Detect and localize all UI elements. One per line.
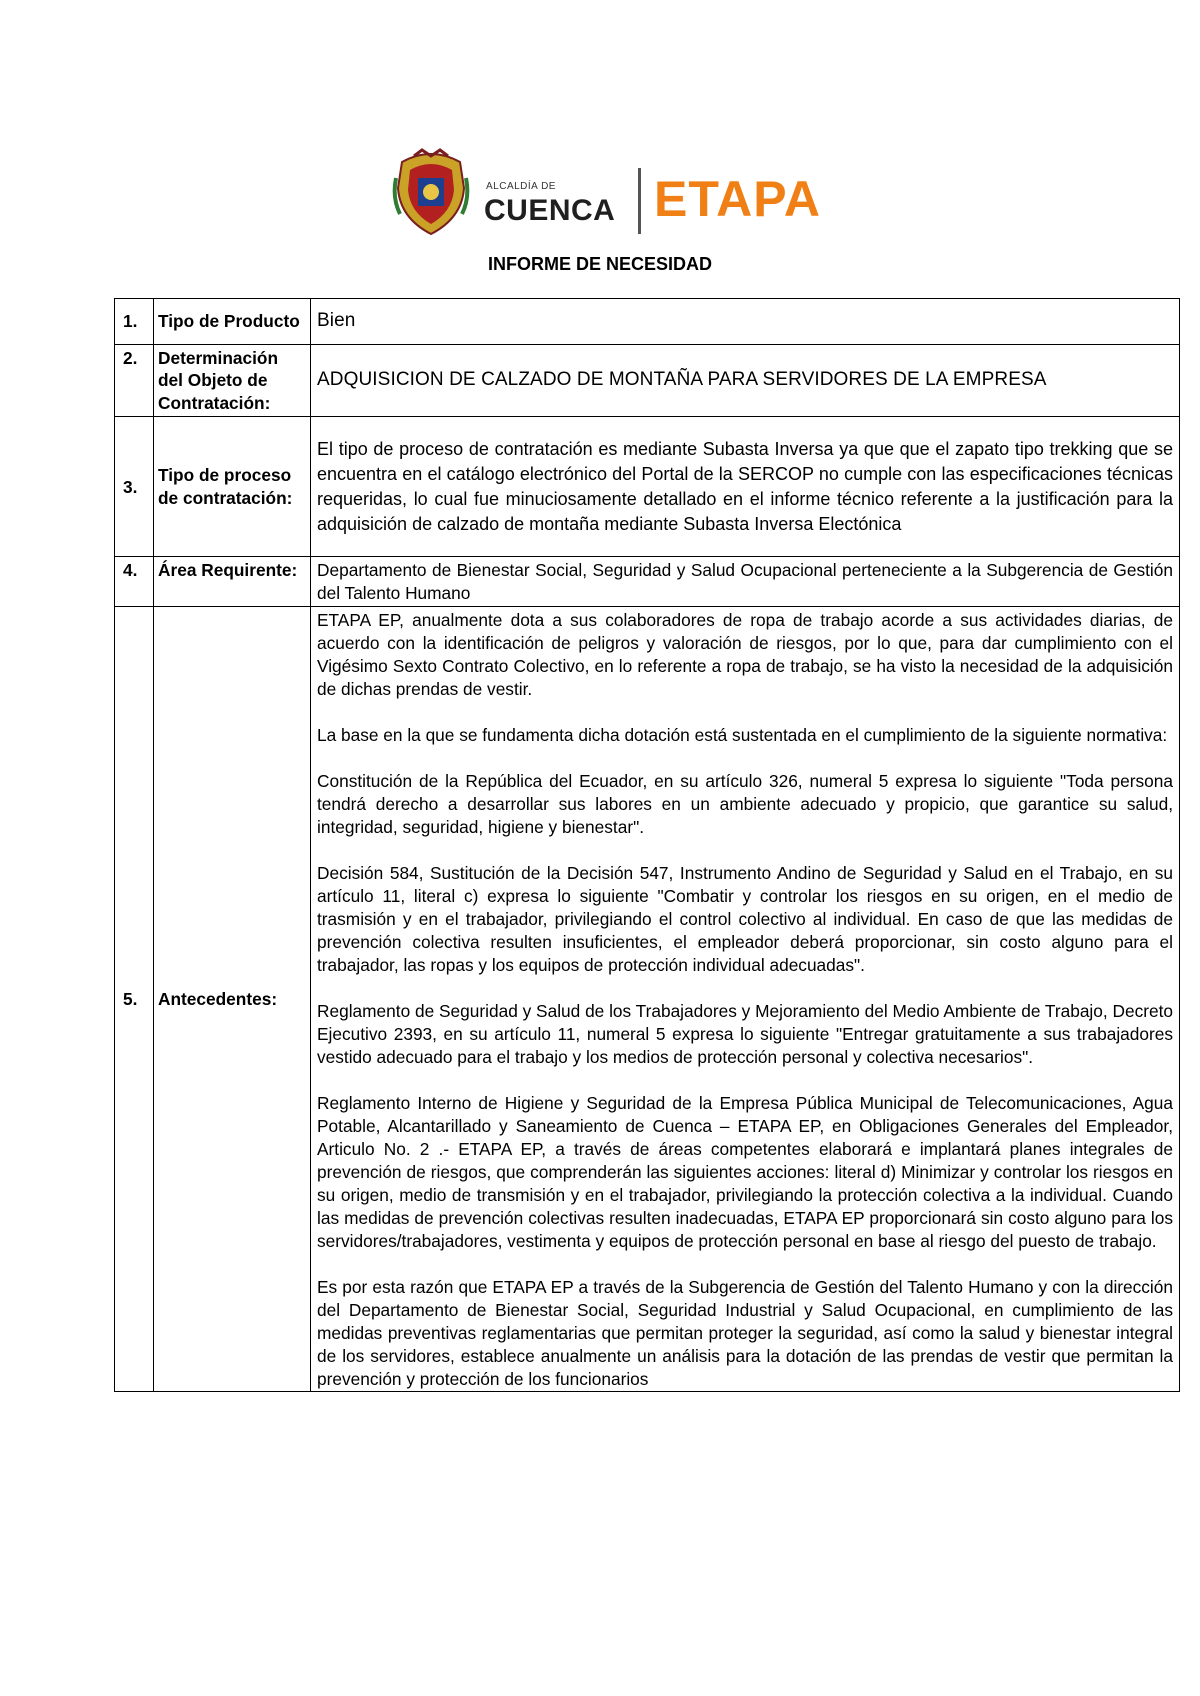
row-value-text: Departamento de Bienestar Social, Seguridad y Salud Ocupacional perteneciente a la Subgerencia de Gestión del Talento Humano <box>317 560 1173 603</box>
antecedentes-paragraph: ETAPA EP, anualmente dota a sus colaboradores de ropa de trabajo acorde a sus actividades diarias, de acuerdo con la identificación de peligros y valoración de riesgos, por lo que, para dar cumplimiento con el Vigésimo Sexto Contrato Colectivo, en lo referente a ropa de trabajo, se ha visto la necesidad de la adquisición de dichas prendas de vestir. <box>317 610 1173 700</box>
cuenca-coat-of-arms-icon <box>392 148 470 238</box>
necesidad-table <box>114 298 1180 1392</box>
logo-divider <box>638 168 641 234</box>
row-value: ADQUISICION DE CALZADO DE MONTAÑA PARA SERVIDORES DE LA EMPRESA <box>311 345 1180 417</box>
antecedentes-paragraph: La base en la que se fundamenta dicha dotación está sustentada en el cumplimiento de la siguiente normativa: <box>317 725 1168 746</box>
row-label: Determinación del Objeto de Contratación: <box>154 345 311 417</box>
logo-alcaldia-text: ALCALDÍA DE <box>486 181 556 192</box>
table-row-tipo-proceso <box>115 417 1180 557</box>
antecedentes-paragraph: Reglamento Interno de Higiene y Seguridad de la Empresa Pública Municipal de Telecomunicaciones, Agua Potable, Alcantarillado y Saneamiento de Cuenca – ETAPA EP, en Obligaciones Generales del Empleador, Articulo No. 2 .- ETAPA EP, a través de áreas competentes elaborará e implantará planes integrales de prevención de riesgos, que comprenderán las siguientes acciones: literal d) Minimizar y controlar los riesgos en su origen, medio de transmisión y en el trabajador, privilegiando la protección colectiva a la individual. Cuando las medidas de prevención colectivas resulten inadecuadas, ETAPA EP proporcionará sin costo alguno para los servidores/trabajadores, vestimenta y equipos de protección personal en base al riesgo del puesto de trabajo. <box>317 1093 1173 1252</box>
antecedentes-paragraph: Reglamento de Seguridad y Salud de los Trabajadores y Mejoramiento del Medio Ambiente de Trabajo, Decreto Ejecutivo 2393, en su artículo 11, numeral 5 expresa lo siguiente "Entregar gratuitamente a sus trabajadores vestido adecuado para el trabajo y los medios de protección personal y colectiva necesarios". <box>317 1001 1173 1068</box>
row-label: Tipo de Producto <box>154 299 311 345</box>
antecedentes-paragraph: Decisión 584, Sustitución de la Decisión 547, Instrumento Andino de Seguridad y Salud en el Trabajo, en su artículo 11, literal c) expresa lo siguiente "Combatir y controlar los riesgos en su origen, en el medio de trasmisión y en el trabajador, privilegiando el control colectivo al individual. En caso de que las medidas de prevención colectiva resulten insuficientes, el empleador deberá proporcionar, sin costo alguno para el trabajador, las ropas y los equipos de protección individual adecuadas". <box>317 863 1173 976</box>
header-logos <box>392 148 822 238</box>
row-number: 1. <box>115 299 154 345</box>
row-number: 5. <box>115 607 154 1392</box>
logo-cuenca-text: CUENCA <box>484 194 616 227</box>
table-row-area <box>115 557 1180 607</box>
antecedentes-paragraph: Es por esta razón que ETAPA EP a través de la Subgerencia de Gestión del Talento Humano y con la dirección del Departamento de Bienestar Social, Seguridad Industrial y Salud Ocupacional, en cumplimiento de las medidas preventivas reglamentarias que permitan proteger la seguridad, así como la salud y bienestar integral de los servidores, establece anualmente un análisis para la dotación de las prendas de vestir que permitan la prevención y protección de los funcionarios <box>317 1277 1173 1390</box>
antecedentes-paragraph: Constitución de la República del Ecuador, en su artículo 326, numeral 5 expresa lo siguiente "Toda persona tendrá derecho a desarrollar sus labores en un ambiente adecuado y propicio, que garantice su salud, integridad, seguridad, higiene y bienestar". <box>317 771 1173 838</box>
table-row-antecedentes <box>115 607 1180 1392</box>
row-number: 3. <box>115 417 154 557</box>
row-value: Bien <box>311 299 1180 345</box>
row-value <box>311 557 1180 607</box>
table-row-objeto <box>115 345 1180 417</box>
row-value-text: El tipo de proceso de contratación es mediante Subasta Inversa ya que que el zapato tipo trekking que se encuentra en el catálogo electrónico del Portal de la SERCOP no cumple con las especificaciones técnicas requeridas, lo cual fue minuciosamente detallado en el informe técnico referente a la justificación para la adquisición de calzado de montaña mediante Subasta Inversa Electónica <box>317 438 1173 534</box>
row-label: Área Requirente: <box>154 557 311 607</box>
table-row-tipo-producto <box>115 299 1180 345</box>
document-title: INFORME DE NECESIDAD <box>487 254 712 274</box>
row-number: 2. <box>115 345 154 417</box>
row-label: Antecedentes: <box>154 607 311 1392</box>
row-number: 4. <box>115 557 154 607</box>
row-value <box>311 607 1180 1392</box>
logo-etapa-text: ETAPA <box>654 171 822 227</box>
row-value <box>311 417 1180 557</box>
row-label: Tipo de proceso de contratación: <box>154 417 311 557</box>
